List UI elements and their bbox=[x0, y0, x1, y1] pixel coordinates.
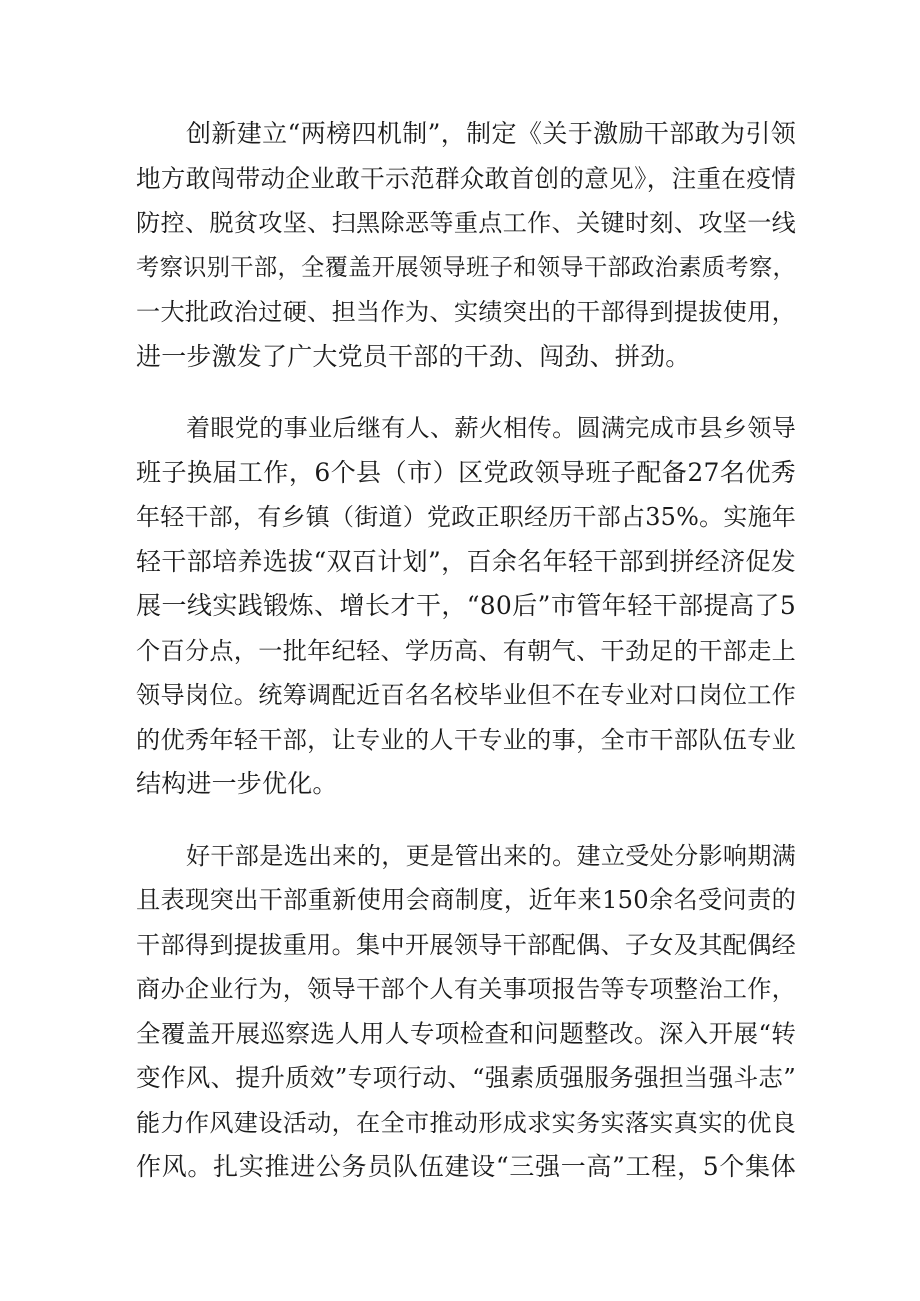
paragraph-line: 领导岗位。统筹调配近百名名校毕业但不在专业对口岗位工作 bbox=[136, 681, 796, 709]
paragraph-1 bbox=[136, 112, 796, 379]
paragraph-line: 全覆盖开展巡察选人用人专项检查和问题整改。深入开展“转 bbox=[136, 1018, 796, 1048]
paragraph-line: 商办企业行为，领导干部个人有关事项报告等专项整治工作， bbox=[136, 975, 796, 1003]
paragraph-2 bbox=[136, 406, 796, 807]
paragraph-line: 干部得到提拔重用。集中开展领导干部配偶、子女及其配偶经 bbox=[136, 930, 796, 959]
paragraph-line: 的优秀年轻干部，让专业的人干专业的事，全市干部队伍专业 bbox=[136, 725, 796, 754]
paragraph-line: 年轻干部，有乡镇（街道）党政正职经历干部占35%。实施年 bbox=[136, 503, 796, 531]
paragraph-line: 且表现突出干部重新使用会商制度，近年来150余名受问责的 bbox=[136, 886, 796, 914]
paragraph-line: 着眼党的事业后继有人、薪火相传。圆满完成市县乡领导 bbox=[186, 414, 796, 442]
paragraph-line: 轻干部培养选拔“双百计划”，百余名年轻干部到拼经济促发 bbox=[136, 546, 796, 576]
paragraph-line: 个百分点，一批年纪轻、学历高、有朝气、干劲足的干部走上 bbox=[136, 636, 796, 665]
paragraph-line: 考察识别干部，全覆盖开展领导班子和领导干部政治素质考察， bbox=[136, 253, 796, 281]
paragraph-line: 创新建立“两榜四机制”，制定《关于激励干部敢为引领 bbox=[186, 119, 796, 148]
paragraph-line: 好干部是选出来的，更是管出来的。建立受处分影响期满 bbox=[186, 841, 796, 870]
paragraph-line: 班子换届工作，6个县（市）区党政领导班子配备27名优秀 bbox=[136, 457, 796, 487]
document-body bbox=[136, 112, 796, 1217]
paragraph-line: 变作风、提升质效”专项行动、“强素质强服务强担当强斗志” bbox=[136, 1063, 796, 1092]
paragraph-line: 一大批政治过硬、担当作为、实绩突出的干部得到提拔使用， bbox=[136, 298, 796, 326]
paragraph-line: 地方敢闯带动企业敢干示范群众敢首创的意见》，注重在疫情 bbox=[136, 163, 796, 193]
paragraph-line: 能力作风建设活动，在全市推动形成求实务实落实真实的优良 bbox=[136, 1108, 796, 1137]
paragraph-line: 防控、脱贫攻坚、扫黑除恶等重点工作、关键时刻、攻坚一线 bbox=[136, 209, 796, 237]
paragraph-line: 结构进一步优化。 bbox=[136, 769, 338, 798]
paragraph-3 bbox=[136, 834, 796, 1190]
paragraph-line: 进一步激发了广大党员干部的干劲、闯劲、拼劲。 bbox=[136, 341, 691, 371]
paragraph-line: 展一线实践锻炼、增长才干，“80后”市管年轻干部提高了5 bbox=[136, 591, 796, 620]
paragraph-line: 作风。扎实推进公务员队伍建设“三强一高”工程，5个集体 bbox=[136, 1152, 796, 1181]
